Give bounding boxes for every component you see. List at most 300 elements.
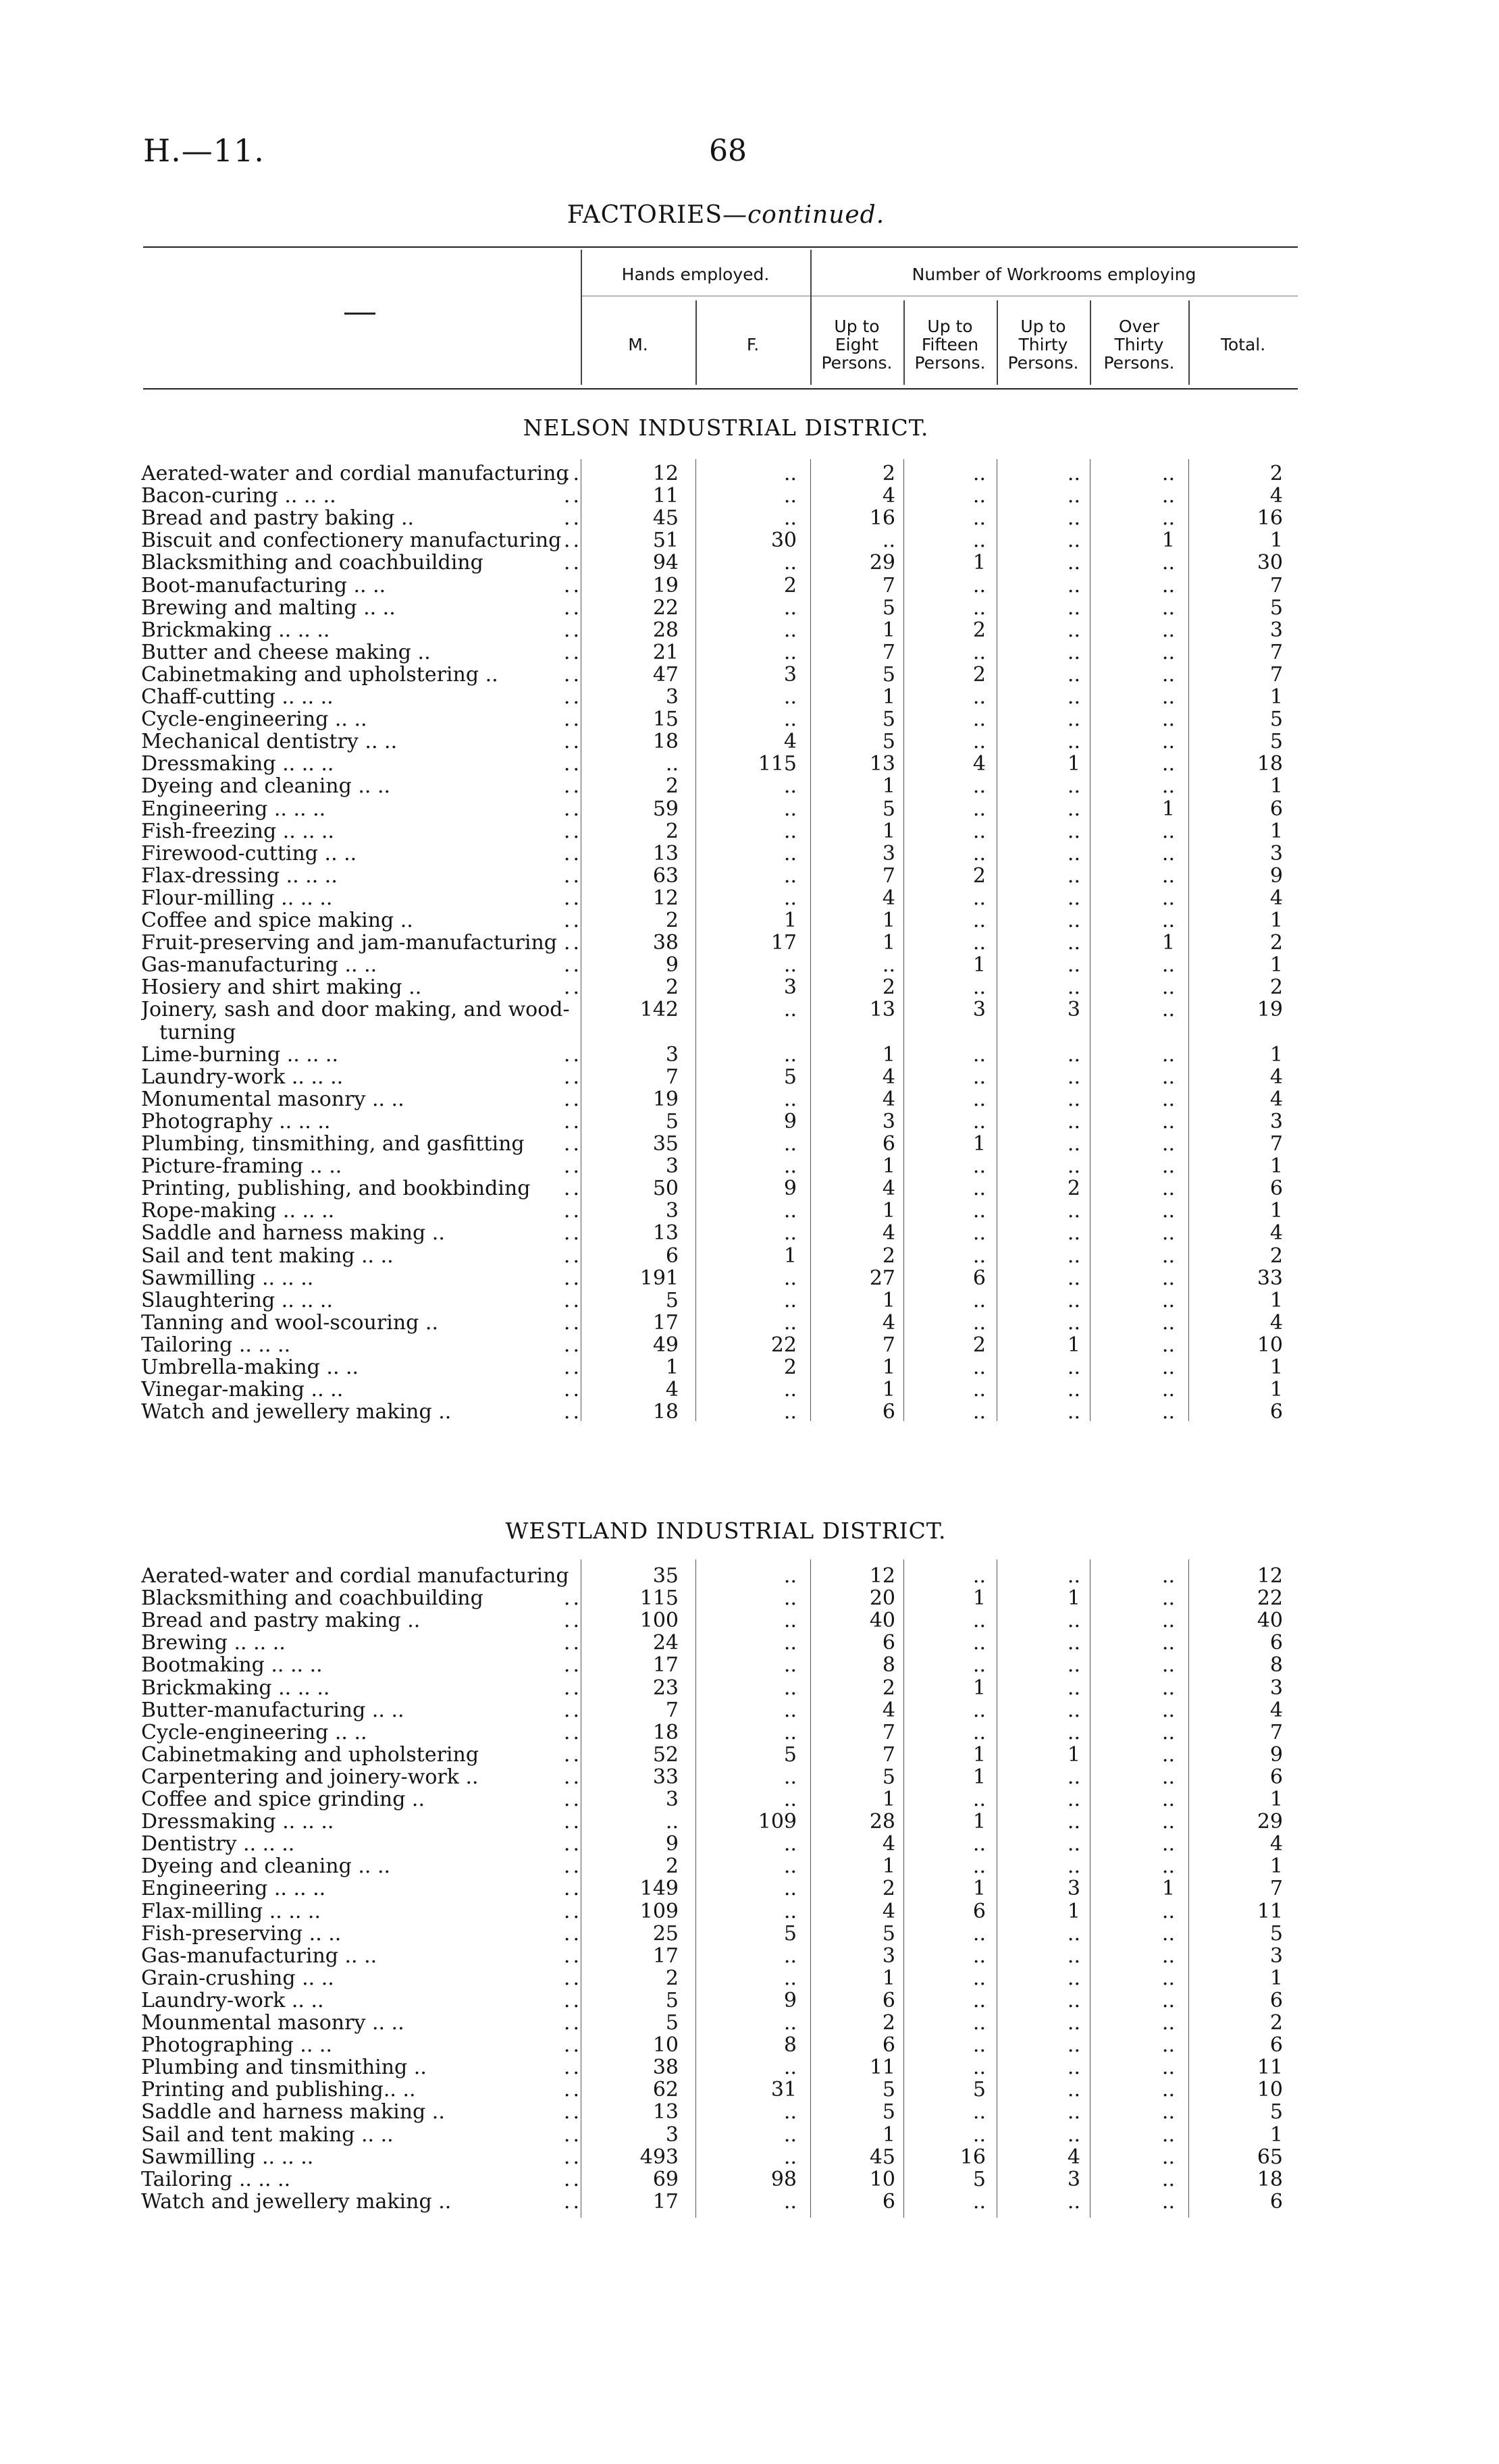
industry-name: Firewood-cutting .. ..: [141, 842, 357, 865]
up-to-eight-cell: 45: [869, 2145, 895, 2169]
over-thirty-cell: ..: [1161, 2056, 1175, 2080]
up-to-eight-cell: 6: [882, 1132, 895, 1156]
leader-dots: ..: [563, 1310, 582, 1335]
up-to-thirty-cell: ..: [1067, 774, 1080, 799]
females-cell: ..: [783, 2100, 797, 2124]
males-cell: 12: [652, 462, 679, 485]
males-cell: 24: [652, 1631, 679, 1655]
females-cell: ..: [783, 1631, 797, 1655]
up-to-fifteen-cell: 1: [972, 1676, 986, 1700]
table-row: [0, 2191, 1499, 2213]
total-cell: 4: [1269, 1832, 1283, 1856]
total-cell: 2: [1269, 975, 1283, 1000]
over-thirty-cell: ..: [1161, 1698, 1175, 1722]
up-to-eight-cell: 1: [882, 2122, 895, 2147]
leader-dots: ..: [563, 1356, 582, 1379]
over-thirty-cell: ..: [1161, 595, 1175, 620]
total-cell: 3: [1269, 841, 1283, 865]
leader-dots: ..: [563, 1042, 582, 1067]
males-cell: ..: [665, 1810, 679, 1834]
males-cell: 47: [652, 662, 679, 687]
total-cell: 3: [1269, 1944, 1283, 1968]
up-to-thirty-cell: 2: [1067, 1177, 1080, 1201]
industry-name: Mounmental masonry .. ..: [141, 2012, 404, 2034]
total-cell: 6: [1269, 2189, 1283, 2214]
table-row: [0, 574, 1499, 597]
over-thirty-cell: ..: [1161, 1177, 1175, 1201]
up-to-fifteen-cell: ..: [972, 1921, 986, 1946]
leader-dots: ..: [563, 1676, 582, 1700]
leader-dots: ..: [563, 1944, 582, 1968]
industry-name: Brickmaking .. .. ..: [141, 1676, 330, 1699]
males-cell: 17: [652, 1310, 679, 1335]
up-to-thirty-cell: ..: [1067, 1221, 1080, 1246]
industry-name: Fish-preserving .. ..: [141, 1922, 342, 1945]
leader-dots: ..: [563, 1266, 582, 1290]
females-cell: ..: [783, 1400, 797, 1424]
up-to-thirty-cell: 3: [1067, 998, 1080, 1022]
page-title: [0, 201, 1452, 229]
up-to-fifteen-cell: ..: [972, 909, 986, 932]
up-to-thirty-cell: ..: [1067, 2100, 1080, 2124]
males-cell: 50: [652, 1177, 679, 1201]
total-cell: 1: [1269, 953, 1283, 977]
leader-dots: ..: [563, 640, 582, 664]
up-to-thirty-cell: ..: [1067, 1042, 1080, 1067]
females-cell: 17: [770, 931, 797, 955]
industry-name: Tailoring .. .. ..: [141, 1333, 291, 1356]
females-cell: 1: [783, 1243, 797, 1268]
up-to-fifteen-cell: ..: [972, 1154, 986, 1179]
nelson-district-title: NELSON INDUSTRIAL DISTRICT.: [523, 414, 929, 441]
females-cell: ..: [783, 685, 797, 709]
up-to-thirty-cell: ..: [1067, 1832, 1080, 1856]
females-cell: ..: [783, 1765, 797, 1789]
up-to-fifteen-cell: ..: [972, 1788, 986, 1811]
over-thirty-cell: ..: [1161, 2189, 1175, 2214]
females-cell: ..: [783, 506, 797, 531]
total-cell: 18: [1257, 752, 1283, 776]
table-row: [0, 1855, 1499, 1877]
males-cell: 9: [665, 1832, 679, 1856]
up-to-thirty-cell: ..: [1067, 909, 1080, 932]
over-thirty-cell: ..: [1161, 1132, 1175, 1156]
up-to-thirty-cell: ..: [1067, 1154, 1080, 1179]
header-line: Fifteen: [921, 335, 979, 354]
header-line: Over: [1118, 317, 1160, 336]
column-rule: [695, 459, 696, 1421]
leader-dots: ..: [563, 1586, 582, 1611]
up-to-fifteen-cell: ..: [972, 1854, 986, 1879]
up-to-eight-cell: 1: [882, 685, 895, 709]
total-cell: 40: [1257, 1609, 1283, 1633]
column-rule: [1188, 1559, 1189, 2218]
up-to-thirty-cell: ..: [1067, 953, 1080, 977]
up-to-thirty-cell: ..: [1067, 1788, 1080, 1811]
up-to-fifteen-cell: ..: [972, 1243, 986, 1268]
over-thirty-cell: ..: [1161, 841, 1175, 865]
up-to-eight-cell: 1: [882, 1356, 895, 1379]
leader-dots: ..: [563, 1631, 582, 1655]
up-to-fifteen-cell: ..: [972, 1310, 986, 1335]
report-code: H.—11.: [143, 132, 265, 169]
leader-dots: ..: [563, 797, 582, 821]
leader-dots: ..: [563, 2189, 582, 2214]
females-cell: ..: [783, 1564, 797, 1588]
males-cell: 2: [665, 1854, 679, 1879]
females-cell: ..: [783, 484, 797, 508]
females-cell: ..: [783, 841, 797, 865]
industry-name: Plumbing, tinsmithing, and gasfitting: [141, 1133, 525, 1155]
up-to-thirty-cell: ..: [1067, 1378, 1080, 1402]
up-to-thirty-cell: ..: [1067, 1609, 1080, 1633]
industry-name: Mechanical dentistry .. ..: [141, 730, 398, 753]
up-to-fifteen-cell: 1: [972, 1810, 986, 1834]
column-rule: [810, 1559, 811, 2218]
up-to-fifteen-cell: ..: [972, 1944, 986, 1968]
table-row: [0, 775, 1499, 797]
males-cell: ..: [665, 752, 679, 776]
total-cell: 1: [1269, 1378, 1283, 1402]
over-thirty-cell: ..: [1161, 662, 1175, 687]
industry-name: Sail and tent making .. ..: [141, 2123, 394, 2146]
males-cell: 15: [652, 707, 679, 732]
over-thirty-cell: ..: [1161, 1400, 1175, 1424]
table-row: [0, 998, 1499, 1021]
over-thirty-cell: ..: [1161, 1653, 1175, 1678]
total-cell: 5: [1269, 707, 1283, 732]
total-cell: 1: [1269, 1154, 1283, 1179]
over-thirty-cell: ..: [1161, 886, 1175, 910]
up-to-thirty-cell: ..: [1067, 685, 1080, 709]
industry-name: Fish-freezing .. .. ..: [141, 820, 334, 842]
industry-name-continued: turning: [159, 1020, 236, 1044]
hands-employed-header: Hands employed.: [621, 265, 770, 284]
industry-name: Blacksmithing and coachbuilding: [141, 552, 483, 574]
over-thirty-cell: ..: [1161, 1609, 1175, 1633]
up-to-fifteen-cell: 2: [972, 662, 986, 687]
leader-dots: ..: [563, 1400, 582, 1424]
total-cell: 12: [1257, 1564, 1283, 1588]
up-to-thirty-cell: ..: [1067, 797, 1080, 821]
up-to-thirty-cell: ..: [1067, 1720, 1080, 1744]
leader-dots: ..: [563, 1810, 582, 1834]
up-to-thirty-cell: ..: [1067, 1988, 1080, 2012]
up-to-eight-cell: 7: [882, 573, 895, 597]
leader-dots: ..: [563, 2033, 582, 2058]
females-cell: ..: [783, 1899, 797, 1923]
up-to-thirty-cell: ..: [1067, 1966, 1080, 1990]
males-cell: 3: [665, 1042, 679, 1067]
males-cell: 33: [652, 1765, 679, 1789]
total-cell: 1: [1269, 909, 1283, 932]
males-cell: 6: [665, 1243, 679, 1268]
leader-dots: ..: [563, 774, 582, 799]
leader-dots: ..: [563, 529, 582, 553]
up-to-thirty-cell: ..: [1067, 1653, 1080, 1678]
industry-name: Joinery, sash and door making, and wood-: [141, 998, 570, 1021]
header-line: Thirty: [1018, 335, 1068, 354]
over-thirty-cell: ..: [1161, 1065, 1175, 1089]
up-to-thirty-cell: ..: [1067, 2056, 1080, 2080]
females-cell: 115: [758, 752, 797, 776]
leader-dots: ..: [563, 1087, 582, 1111]
leader-dots: ..: [563, 1177, 582, 1201]
industry-name: Bread and pastry baking ..: [141, 507, 415, 530]
over-thirty-cell: ..: [1161, 462, 1175, 485]
over-thirty-cell: ..: [1161, 863, 1175, 888]
total-cell: 3: [1269, 1109, 1283, 1133]
up-to-thirty-cell: ..: [1067, 886, 1080, 910]
males-cell: 63: [652, 863, 679, 888]
males-cell: 12: [652, 886, 679, 910]
total-cell: 4: [1269, 1310, 1283, 1335]
up-to-thirty-cell: ..: [1067, 595, 1080, 620]
over-thirty-cell: ..: [1161, 2078, 1175, 2102]
westland-district-title: WESTLAND INDUSTRIAL DISTRICT.: [505, 1518, 947, 1544]
over-thirty-cell: ..: [1161, 1742, 1175, 1767]
males-cell: 5: [665, 1109, 679, 1133]
up-to-eight-cell: ..: [882, 953, 895, 977]
leader-dots: ..: [563, 506, 582, 531]
total-cell: 6: [1269, 1988, 1283, 2012]
up-to-eight-cell: 4: [882, 1177, 895, 1201]
males-cell: 115: [639, 1586, 679, 1611]
males-cell: 62: [652, 2078, 679, 2102]
table-row: [0, 2101, 1499, 2123]
up-to-eight-cell: 2: [882, 975, 895, 1000]
males-cell: 2: [665, 975, 679, 1000]
males-cell: 7: [665, 1698, 679, 1722]
table-row: [0, 462, 1499, 485]
column-rule: [810, 459, 811, 1421]
industry-name: Watch and jewellery making ..: [141, 1401, 452, 1424]
up-to-thirty-cell: ..: [1067, 1810, 1080, 1834]
up-to-eight-cell: 11: [869, 2056, 895, 2080]
females-cell: ..: [783, 886, 797, 910]
up-to-eight-cell: 7: [882, 1333, 895, 1357]
up-to-eight-cell: 6: [882, 1988, 895, 2012]
up-to-thirty-cell: 3: [1067, 1877, 1080, 1901]
females-cell: ..: [783, 640, 797, 664]
up-to-fifteen-header: [903, 317, 997, 372]
females-cell: ..: [783, 863, 797, 888]
industry-name: Bacon-curing .. .. ..: [141, 485, 336, 508]
leader-dots: ..: [563, 595, 582, 620]
industry-name: Coffee and spice making ..: [141, 909, 413, 932]
up-to-fifteen-cell: ..: [972, 595, 986, 620]
males-cell: 23: [652, 1676, 679, 1700]
column-rule: [903, 459, 904, 1421]
table-row: [0, 1200, 1499, 1222]
females-cell: 4: [783, 730, 797, 754]
table-row: [0, 1945, 1499, 1967]
up-to-thirty-cell: ..: [1067, 1698, 1080, 1722]
total-cell: 6: [1269, 1765, 1283, 1789]
leader-dots: ..: [563, 1333, 582, 1357]
up-to-fifteen-cell: 1: [972, 1132, 986, 1156]
over-thirty-cell: ..: [1161, 2100, 1175, 2124]
up-to-thirty-cell: 1: [1067, 752, 1080, 776]
females-cell: 98: [770, 2167, 797, 2191]
up-to-eight-cell: 1: [882, 1788, 895, 1811]
leader-dots: ..: [563, 1966, 582, 1990]
industry-name: Butter and cheese making ..: [141, 641, 431, 664]
up-to-thirty-cell: ..: [1067, 529, 1080, 553]
up-to-fifteen-cell: ..: [972, 707, 986, 732]
header-line: Persons.: [914, 353, 986, 373]
table-row: [0, 909, 1499, 932]
table-row: [0, 865, 1499, 887]
leader-dots: ..: [563, 1788, 582, 1811]
up-to-fifteen-cell: ..: [972, 1199, 986, 1223]
females-cell: ..: [783, 462, 797, 485]
up-to-eight-cell: 7: [882, 1720, 895, 1744]
females-cell: ..: [783, 1966, 797, 1990]
males-cell: 18: [652, 1720, 679, 1744]
up-to-thirty-cell: ..: [1067, 462, 1080, 485]
up-to-eight-cell: 1: [882, 774, 895, 799]
over-thirty-cell: ..: [1161, 909, 1175, 932]
up-to-thirty-cell: ..: [1067, 2078, 1080, 2102]
up-to-eight-cell: 1: [882, 1966, 895, 1990]
males-cell: 3: [665, 1199, 679, 1223]
females-cell: ..: [783, 1310, 797, 1335]
up-to-thirty-cell: ..: [1067, 662, 1080, 687]
females-cell: 5: [783, 1065, 797, 1089]
over-thirty-cell: ..: [1161, 1288, 1175, 1312]
up-to-eight-cell: 27: [869, 1266, 895, 1290]
industry-name: Printing, publishing, and bookbinding: [141, 1177, 531, 1200]
up-to-eight-cell: 2: [882, 1676, 895, 1700]
leader-dots: ..: [563, 1609, 582, 1633]
up-to-eight-cell: 4: [882, 1221, 895, 1246]
up-to-eight-cell: 5: [882, 1921, 895, 1946]
up-to-eight-cell: 1: [882, 909, 895, 932]
up-to-fifteen-cell: ..: [972, 1042, 986, 1067]
over-thirty-cell: ..: [1161, 1832, 1175, 1856]
females-cell: ..: [783, 618, 797, 642]
over-thirty-cell: ..: [1161, 1988, 1175, 2012]
industry-name: Dentistry .. .. ..: [141, 1833, 295, 1856]
industry-name: Butter-manufacturing .. ..: [141, 1698, 404, 1721]
up-to-eight-cell: 5: [882, 2078, 895, 2102]
total-cell: 3: [1269, 1676, 1283, 1700]
females-cell: 30: [770, 529, 797, 553]
up-to-thirty-cell: 1: [1067, 1742, 1080, 1767]
header-line: Persons.: [1103, 353, 1175, 373]
up-to-eight-cell: 13: [869, 752, 895, 776]
males-cell: 10: [652, 2033, 679, 2058]
up-to-eight-cell: 6: [882, 2189, 895, 2214]
up-to-eight-cell: 4: [882, 1698, 895, 1722]
stub-dash: [344, 313, 375, 315]
females-cell: ..: [783, 1132, 797, 1156]
up-to-fifteen-cell: ..: [972, 1356, 986, 1379]
males-cell: 493: [639, 2145, 679, 2169]
table-row: [0, 1900, 1499, 1923]
up-to-eight-cell: 16: [869, 506, 895, 531]
total-cell: 65: [1257, 2145, 1283, 2169]
leader-dots: ..: [563, 1378, 582, 1402]
up-to-thirty-cell: ..: [1067, 931, 1080, 955]
up-to-eight-cell: 1: [882, 1199, 895, 1223]
leader-dots: ..: [563, 863, 582, 888]
over-thirty-cell: ..: [1161, 1854, 1175, 1879]
total-cell: 8: [1269, 1653, 1283, 1678]
over-thirty-cell: ..: [1161, 2167, 1175, 2191]
up-to-fifteen-cell: 6: [972, 1266, 986, 1290]
males-cell: 17: [652, 1944, 679, 1968]
total-cell: 4: [1269, 484, 1283, 508]
males-cell: 3: [665, 1154, 679, 1179]
table-row: [0, 529, 1499, 552]
industry-name: Cycle-engineering .. ..: [141, 1721, 367, 1744]
up-to-thirty-cell: ..: [1067, 841, 1080, 865]
total-cell: 22: [1257, 1586, 1283, 1611]
up-to-fifteen-cell: ..: [972, 2189, 986, 2214]
table-row: [0, 708, 1499, 730]
females-cell: ..: [783, 2056, 797, 2080]
table-row: [0, 1155, 1499, 1177]
total-header: Total.: [1220, 335, 1266, 354]
table-row: [0, 1677, 1499, 1699]
females-cell: 5: [783, 1742, 797, 1767]
up-to-thirty-header: [997, 317, 1090, 372]
up-to-fifteen-cell: 2: [972, 1333, 986, 1357]
up-to-fifteen-cell: ..: [972, 1720, 986, 1744]
up-to-eight-cell: 4: [882, 1065, 895, 1089]
table-row: [0, 2146, 1499, 2168]
over-thirty-cell: ..: [1161, 1921, 1175, 1946]
table-row: [0, 1267, 1499, 1289]
industry-name: Vinegar-making .. ..: [141, 1378, 344, 1401]
leader-dots: ..: [563, 752, 582, 776]
up-to-fifteen-cell: ..: [972, 1966, 986, 1990]
males-cell: 4: [665, 1378, 679, 1402]
leader-dots: ..: [563, 1065, 582, 1089]
females-cell: ..: [783, 1788, 797, 1811]
over-thirty-cell: ..: [1161, 1356, 1175, 1379]
females-cell: ..: [783, 1609, 797, 1633]
total-cell: 10: [1257, 1333, 1283, 1357]
females-cell: 9: [783, 1988, 797, 2012]
leader-dots: ..: [563, 2078, 582, 2102]
up-to-thirty-cell: ..: [1067, 1199, 1080, 1223]
leader-dots: ..: [563, 618, 582, 642]
up-to-eight-cell: 2: [882, 2011, 895, 2035]
total-cell: 7: [1269, 573, 1283, 597]
table-row: [0, 2034, 1499, 2056]
table-row: [0, 1721, 1499, 1744]
total-cell: 1: [1269, 1356, 1283, 1379]
leader-dots: ..: [563, 841, 582, 865]
over-thirty-cell: ..: [1161, 730, 1175, 754]
up-to-eight-cell: 3: [882, 1944, 895, 1968]
up-to-eight-cell: 40: [869, 1609, 895, 1633]
over-thirty-cell: ..: [1161, 573, 1175, 597]
up-to-fifteen-cell: ..: [972, 774, 986, 799]
up-to-eight-cell: 1: [882, 1154, 895, 1179]
leader-dots: ..: [563, 1720, 582, 1744]
over-thirty-cell: ..: [1161, 774, 1175, 799]
leader-dots: ..: [563, 1698, 582, 1722]
industry-name: Saddle and harness making ..: [141, 1222, 445, 1245]
males-cell: 69: [652, 2167, 679, 2191]
males-cell: 49: [652, 1333, 679, 1357]
industry-name: Carpentering and joinery-work ..: [141, 1765, 479, 1788]
total-cell: 4: [1269, 1087, 1283, 1111]
